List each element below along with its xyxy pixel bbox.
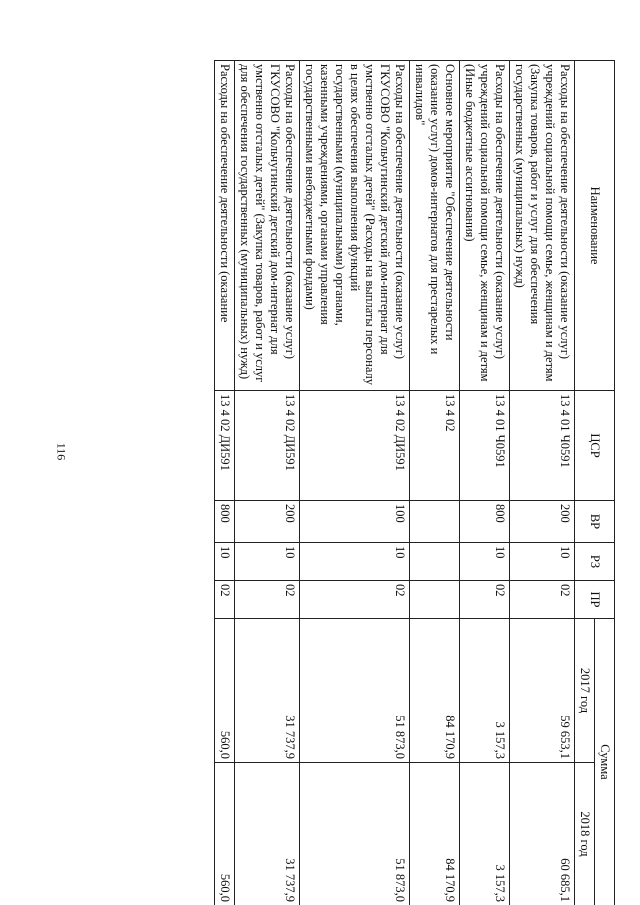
row-name: Расходы на обеспечение деятельности (оказание услуг) учреждений социальной помощи семье, женщинам и детям (Закупка товаров, работ и услуг для обеспечения государственных (муниципальных) нужд) (510, 61, 575, 391)
row-sum-2018: 31 737,9 (235, 763, 300, 905)
table-row (510, 61, 575, 905)
row-rz: 10 (300, 543, 410, 581)
header-name: Наименование (575, 61, 615, 391)
row-csr: 13 4 01 Ч0591 (460, 391, 510, 501)
row-rz (410, 543, 460, 581)
row-sum-2017: 84 170,9 (410, 619, 460, 763)
row-pr: 02 (215, 581, 235, 619)
row-name: Основное мероприятие "Обеспечение деятельности (оказание услуг) домов-интернатов для престарелых и инвалидов" (410, 61, 460, 391)
row-sum-2018: 51 873,0 (300, 763, 410, 905)
rotated-table-container (140, 60, 615, 905)
row-sum-2017: 3 157,3 (460, 619, 510, 763)
page-number: 116 (54, 442, 69, 461)
header-sum: Сумма (595, 619, 615, 905)
row-vr: 100 (300, 501, 410, 543)
row-sum-2017: 59 653,1 (510, 619, 575, 763)
row-csr: 13 4 02 ДИ591 (235, 391, 300, 501)
budget-table (214, 60, 615, 905)
row-pr: 02 (300, 581, 410, 619)
row-sum-2018: 560,0 (215, 763, 235, 905)
table-row (300, 61, 410, 905)
row-pr (410, 581, 460, 619)
row-rz: 10 (235, 543, 300, 581)
row-rz: 10 (510, 543, 575, 581)
header-csr: ЦСР (575, 391, 615, 501)
row-csr: 13 4 02 ДИ591 (300, 391, 410, 501)
row-name: Расходы на обеспечение деятельности (оказание услуг) ГКУСОВО "Кольчугинский детский дом-интернат для умственно отсталых детей" (Расходы на выплаты персоналу в целях обеспечения выполнения функций государственными (муниципальными) органами, казенными учреждениями, органами управления государственными внебюджетными фондами) (300, 61, 410, 391)
row-name: Расходы на обеспечение деятельности (оказание услуг) учреждений социальной помощи семье, женщинам и детям (Иные бюджетные ассигнования) (460, 61, 510, 391)
row-name: Расходы на обеспечение деятельности (оказание (215, 61, 235, 391)
row-vr: 800 (460, 501, 510, 543)
table-row (410, 61, 460, 905)
row-sum-2018: 60 685,1 (510, 763, 575, 905)
row-sum-2017: 560,0 (215, 619, 235, 763)
header-vr: ВР (575, 501, 615, 543)
header-year-2018: 2018 год (575, 763, 595, 905)
row-vr: 200 (235, 501, 300, 543)
row-name: Расходы на обеспечение деятельности (оказание услуг) ГКУСОВО "Кольчугинский детский дом-интернат для умственно отсталых детей" (Закупка товаров, работ и услуг для обеспечения государственных (муниципальных) нужд) (235, 61, 300, 391)
row-pr: 02 (460, 581, 510, 619)
row-rz: 10 (215, 543, 235, 581)
row-pr: 02 (510, 581, 575, 619)
header-year-2017: 2017 год (575, 619, 595, 763)
row-csr: 13 4 01 Ч0591 (510, 391, 575, 501)
table-row (215, 61, 235, 905)
header-row (595, 61, 615, 905)
header-rz: РЗ (575, 543, 615, 581)
table-row (460, 61, 510, 905)
row-sum-2017: 51 873,0 (300, 619, 410, 763)
row-csr: 13 4 02 (410, 391, 460, 501)
row-vr: 800 (215, 501, 235, 543)
row-sum-2017: 31 737,9 (235, 619, 300, 763)
row-pr: 02 (235, 581, 300, 619)
table-row (235, 61, 300, 905)
row-vr (410, 501, 460, 543)
budget-table-sheet (140, 60, 615, 905)
row-sum-2018: 3 157,3 (460, 763, 510, 905)
row-csr: 13 4 02 ДИ591 (215, 391, 235, 501)
row-rz: 10 (460, 543, 510, 581)
row-vr: 200 (510, 501, 575, 543)
header-pr: ПР (575, 581, 615, 619)
row-sum-2018: 84 170,9 (410, 763, 460, 905)
